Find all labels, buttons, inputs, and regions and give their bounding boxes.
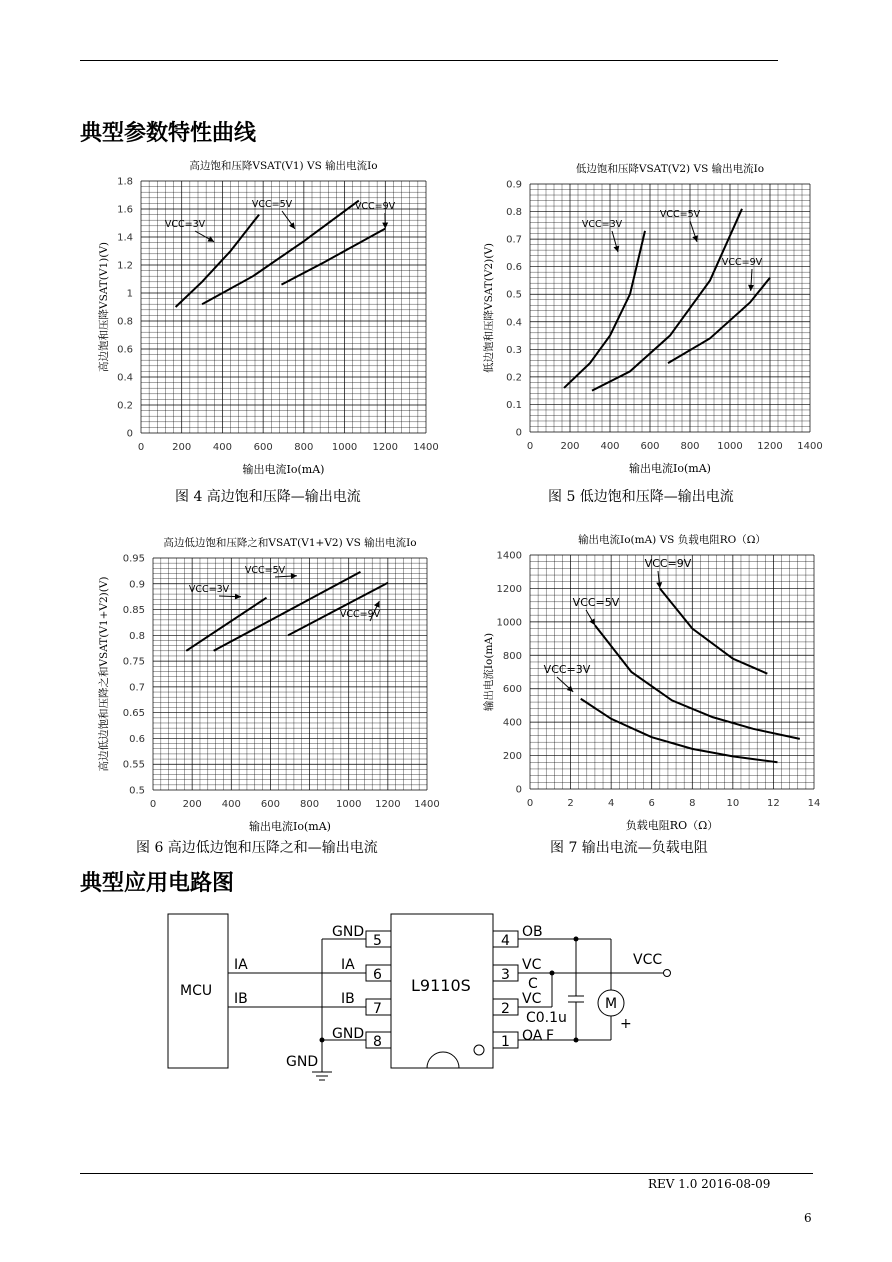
pin1-name: OA — [522, 1028, 543, 1044]
page-number: 6 — [804, 1211, 812, 1225]
cap-value: C0.1u — [526, 1010, 567, 1026]
series-arrowhead — [748, 285, 754, 291]
y-tick-label: 0.5 — [506, 289, 522, 301]
series-label: VCC=3V — [543, 663, 591, 676]
y-tick-label: 1.4 — [117, 232, 133, 244]
y-tick-label: 200 — [502, 751, 522, 763]
motor-plus: + — [620, 1016, 632, 1032]
y-tick-label: 0 — [126, 428, 133, 440]
x-tick-label: 1200 — [757, 441, 783, 452]
x-tick-label: 400 — [212, 442, 232, 453]
net-ia: IA — [234, 957, 248, 973]
y-tick-label: 0.95 — [122, 553, 145, 565]
x-tick-label: 400 — [600, 441, 620, 452]
y-tick-label: 400 — [502, 717, 522, 729]
gnd-bottom-label: GND — [286, 1054, 319, 1070]
x-tick-label: 2 — [567, 798, 574, 809]
series-line-vcc-5v — [202, 201, 359, 305]
series-label: VCC=3V — [164, 219, 206, 230]
chart-title: 高边饱和压降VSAT(V1) VS 输出电流Io — [189, 160, 378, 172]
pin4-name: OB — [522, 924, 543, 940]
chart-low-side-saturation — [480, 155, 825, 480]
section-title-curves: 典型参数特性曲线 — [80, 121, 257, 146]
y-tick-label: 0.6 — [129, 733, 145, 745]
y-tick-label: 0.85 — [122, 605, 145, 617]
y-tick-label: 0 — [515, 427, 522, 439]
caption-fig7: 图 7 输出电流—负载电阻 — [550, 840, 708, 856]
y-tick-label: 0.75 — [122, 656, 145, 668]
series-label: VCC=5V — [659, 209, 701, 220]
pin7-name: IB — [341, 991, 355, 1007]
x-tick-label: 800 — [294, 442, 314, 453]
series-label: VCC=9V — [354, 201, 396, 212]
y-tick-label: 0.8 — [117, 316, 133, 328]
series-label: VCC=3V — [581, 219, 623, 230]
pin8-name: GND — [332, 1026, 365, 1042]
pin6-name: IA — [341, 957, 355, 973]
x-tick-label: 1400 — [414, 799, 440, 810]
caption-fig4: 图 4 高边饱和压降—输出电流 — [175, 489, 361, 505]
pin3-name: VC — [522, 957, 542, 973]
caption-fig5: 图 5 低边饱和压降—输出电流 — [548, 489, 734, 505]
y-tick-label: 1.6 — [117, 204, 133, 216]
x-axis-label: 输出电流Io(mA) — [242, 463, 325, 476]
y-tick-label: 0 — [515, 784, 522, 796]
y-tick-label: 0.2 — [117, 400, 133, 412]
x-tick-label: 6 — [648, 798, 655, 809]
chart-high-side-saturation — [95, 155, 445, 480]
y-tick-label: 0.7 — [506, 234, 522, 246]
x-tick-label: 200 — [182, 799, 202, 810]
y-axis-label: 低边饱和压降VSAT(V2)(V) — [483, 242, 495, 374]
y-tick-label: 1 — [126, 288, 133, 300]
x-tick-label: 12 — [767, 798, 780, 809]
motor-label: M — [605, 996, 618, 1012]
series-arrowhead — [235, 594, 241, 600]
pin6-num: 6 — [373, 967, 382, 983]
pin5-num: 5 — [373, 933, 382, 949]
y-tick-label: 1400 — [496, 550, 522, 562]
series-arrowhead — [656, 582, 662, 588]
x-tick-label: 800 — [300, 799, 320, 810]
y-tick-label: 1.2 — [117, 260, 133, 272]
series-label: VCC=5V — [251, 199, 293, 210]
chart-current-vs-load — [480, 520, 825, 832]
y-tick-label: 800 — [502, 650, 522, 662]
series-label: VCC=3V — [188, 584, 230, 595]
y-tick-label: 0.9 — [506, 179, 522, 191]
series-arrowhead — [613, 246, 619, 253]
cap-c-label: C — [528, 976, 538, 992]
series-arrowhead — [289, 222, 295, 229]
y-axis-label: 输出电流Io(mA) — [483, 632, 495, 712]
x-tick-label: 800 — [680, 441, 700, 452]
x-tick-label: 200 — [172, 442, 192, 453]
vcc-label: VCC — [633, 952, 663, 968]
y-tick-label: 0.8 — [506, 207, 522, 219]
caption-fig6: 图 6 高边低边饱和压降之和—输出电流 — [136, 840, 378, 856]
y-tick-label: 0.1 — [506, 399, 522, 411]
y-tick-label: 1.8 — [117, 176, 133, 188]
y-tick-label: 0.65 — [122, 708, 145, 720]
mcu-label: MCU — [180, 983, 213, 999]
x-tick-label: 10 — [726, 798, 740, 809]
y-axis-label: 高边饱和压降VSAT(V1)(V) — [98, 241, 110, 373]
x-tick-label: 14 — [807, 798, 821, 809]
y-axis-label: 高边低边饱和压降之和VSAT(V1+V2)(V) — [98, 576, 110, 772]
x-tick-label: 1000 — [717, 441, 743, 452]
pin5-name: GND — [332, 924, 365, 940]
x-tick-label: 600 — [260, 799, 280, 810]
x-tick-label: 1000 — [331, 442, 358, 453]
x-tick-label: 1400 — [797, 441, 823, 452]
x-tick-label: 4 — [607, 798, 615, 809]
x-tick-label: 200 — [560, 441, 580, 452]
chart-sum-saturation — [95, 520, 445, 832]
cap-f-label: F — [546, 1028, 555, 1044]
y-tick-label: 0.55 — [122, 759, 145, 771]
y-tick-label: 0.4 — [506, 317, 522, 329]
x-tick-label: 8 — [689, 798, 696, 809]
section-title-circuit: 典型应用电路图 — [80, 871, 235, 896]
x-tick-label: 400 — [221, 799, 241, 810]
series-arrowhead — [382, 223, 388, 229]
y-tick-label: 0.5 — [129, 785, 145, 797]
series-label: VCC=9V — [644, 557, 692, 570]
x-tick-label: 0 — [149, 799, 157, 810]
pin8-num: 8 — [373, 1034, 382, 1050]
chip-notch — [427, 1052, 459, 1068]
x-tick-label: 1200 — [372, 442, 399, 453]
net-ib: IB — [234, 991, 248, 1007]
y-tick-label: 1000 — [496, 617, 522, 629]
x-tick-label: 1200 — [375, 799, 401, 810]
series-label: VCC=9V — [721, 257, 763, 268]
chip-label: L9110S — [411, 976, 471, 995]
application-circuit — [0, 900, 892, 1090]
y-tick-label: 0.6 — [117, 344, 133, 356]
x-tick-label: 1000 — [335, 799, 362, 810]
header-rule — [80, 60, 778, 61]
series-label: VCC=5V — [572, 596, 620, 609]
vcc-terminal — [664, 970, 671, 977]
y-tick-label: 0.6 — [506, 262, 522, 274]
y-tick-label: 600 — [502, 684, 522, 696]
series-label: VCC=5V — [244, 565, 286, 576]
chart-title: 高边低边饱和压降之和VSAT(V1+V2) VS 输出电流Io — [163, 537, 417, 549]
series-arrowhead — [692, 235, 698, 242]
pin2-num: 2 — [501, 1001, 510, 1017]
series-line-vcc-9v — [668, 278, 770, 363]
pin1-num: 1 — [501, 1034, 510, 1050]
y-tick-label: 0.9 — [129, 579, 145, 591]
y-tick-label: 1200 — [496, 583, 522, 595]
y-tick-label: 0.8 — [129, 630, 145, 642]
chart-title: 输出电流Io(mA) VS 负载电阻RO（Ω） — [578, 534, 766, 546]
y-tick-label: 0.2 — [506, 372, 522, 384]
pin1-marker — [474, 1045, 484, 1055]
y-tick-label: 0.3 — [506, 344, 522, 356]
footer-rule — [80, 1173, 813, 1174]
x-axis-label: 负载电阻RO（Ω） — [625, 819, 719, 832]
series-label: VCC=9V — [339, 609, 381, 620]
x-axis-label: 输出电流Io(mA) — [249, 820, 331, 832]
revision-date: REV 1.0 2016-08-09 — [648, 1177, 771, 1191]
series-line-vcc-3v — [564, 231, 645, 388]
pin7-num: 7 — [373, 1001, 382, 1017]
x-tick-label: 600 — [640, 441, 660, 452]
pin2-name: VC — [522, 991, 542, 1007]
x-tick-label: 600 — [253, 442, 273, 453]
series-line-vcc-3v — [581, 699, 778, 763]
x-tick-label: 0 — [526, 798, 534, 809]
chart-title: 低边饱和压降VSAT(V2) VS 输出电流Io — [575, 163, 765, 175]
x-axis-label: 输出电流Io(mA) — [629, 462, 711, 475]
x-tick-label: 0 — [526, 441, 534, 452]
pin4-num: 4 — [501, 933, 510, 949]
x-tick-label: 1400 — [413, 442, 439, 453]
y-tick-label: 0.7 — [129, 682, 145, 694]
y-tick-label: 0.4 — [117, 372, 133, 384]
x-tick-label: 0 — [137, 442, 145, 453]
pin3-num: 3 — [501, 967, 510, 983]
